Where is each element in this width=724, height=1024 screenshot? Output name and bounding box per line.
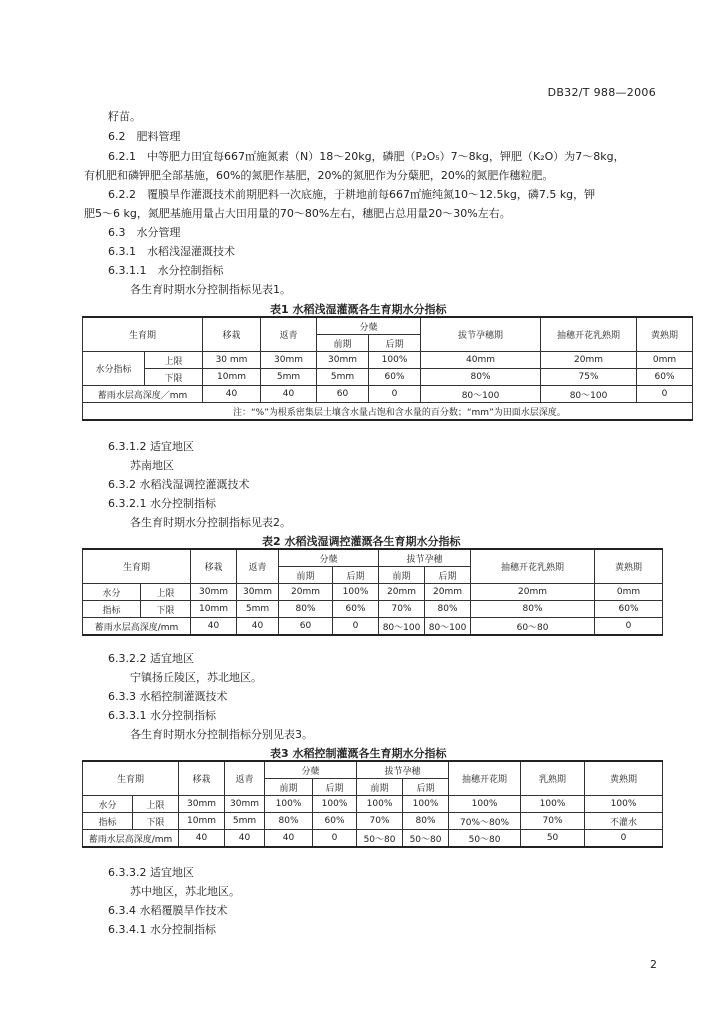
- table-cell: 80～100: [541, 386, 637, 403]
- table-cell: 100%: [333, 584, 379, 601]
- table-cell: 60～80: [471, 618, 595, 636]
- table-cell: 100%: [369, 352, 421, 369]
- table-cell: 80～100: [425, 618, 471, 636]
- table-cell: 40: [179, 830, 225, 848]
- table-cell: 60%: [333, 601, 379, 618]
- table-cell: 0: [637, 386, 693, 403]
- section-heading: 6.3.1.1 水分控制指标: [108, 264, 224, 277]
- table-cell: 0: [585, 830, 663, 848]
- table-cell: 30mm: [261, 352, 317, 369]
- table-cell: 80%: [421, 369, 541, 386]
- table-cell: 80%: [279, 601, 333, 618]
- table-cell: 60%: [313, 813, 357, 830]
- table-cell: 100%: [403, 796, 449, 813]
- table-cell: 50～80: [357, 830, 403, 848]
- table-cell: 60%: [369, 369, 421, 386]
- header-cell: 分蘖: [265, 761, 357, 779]
- row-label: 蓄雨水层高深度／mm: [83, 386, 203, 403]
- section-heading: 6.3.1 水稻浅湿灌溉技术: [108, 245, 235, 258]
- header-cell: 拔节孕穗: [357, 761, 449, 779]
- table-cell: 5mm: [317, 369, 369, 386]
- table3-caption: 表3 水稻控制灌溉各生育期水分指标: [270, 747, 447, 760]
- text-line: 各生育时期水分控制指标见表2。: [130, 516, 291, 529]
- table-cell: 0: [595, 618, 663, 636]
- header-cell: 黄熟期: [595, 549, 663, 584]
- table-cell: 40: [203, 386, 261, 403]
- table-cell: 5mm: [237, 601, 279, 618]
- text-line: 有机肥和磷钾肥全部基施，60%的氮肥作基肥，20%的氮肥作为分蘖肥，20%的氮肥作穗粒肥。: [84, 169, 554, 182]
- table-cell: 100%: [449, 796, 521, 813]
- table-cell: 100%: [265, 796, 313, 813]
- table-cell: 20mm: [425, 584, 471, 601]
- table-cell: 50～80: [449, 830, 521, 848]
- table-cell: 80%: [265, 813, 313, 830]
- table-cell: 70%～80%: [449, 813, 521, 830]
- section-heading: 6.3.4.1 水分控制指标: [108, 923, 216, 936]
- header-cell: 拔节孕穗: [379, 549, 471, 567]
- section-heading: 6.3 水分管理: [108, 226, 181, 239]
- table-cell: 50: [521, 830, 585, 848]
- table-cell: 20mm: [379, 584, 425, 601]
- table-cell: 40: [191, 618, 237, 636]
- table-cell: 20mm: [279, 584, 333, 601]
- header-cell: 后期: [425, 567, 471, 584]
- row-label: 水分: [83, 584, 141, 601]
- table-cell: 20mm: [471, 584, 595, 601]
- page-number: 2: [650, 958, 657, 971]
- header-cell: 前期: [379, 567, 425, 584]
- header-cell: 分蘖: [317, 317, 421, 335]
- table-cell: 0: [333, 618, 379, 636]
- standard-code: DB32/T 988—2006: [547, 86, 656, 99]
- table-cell: 30mm: [179, 796, 225, 813]
- text-line: 肥5～6 kg，氮肥基施用量占大田用量的70～80%左右，穗肥占总用量20～30%左右。: [84, 207, 511, 220]
- header-cell: 移栽: [203, 317, 261, 352]
- header-cell: 黄熟期: [585, 761, 663, 796]
- table-cell: 80%: [403, 813, 449, 830]
- table-cell: 75%: [541, 369, 637, 386]
- table-cell: 5mm: [225, 813, 265, 830]
- row-label: 下限: [133, 813, 179, 830]
- header-cell: 返青: [225, 761, 265, 796]
- text-line: 苏中地区，苏北地区。: [130, 885, 240, 898]
- table-cell: 30mm: [225, 796, 265, 813]
- table-cell: 60: [279, 618, 333, 636]
- text-line: 各生育时期水分控制指标分别见表3。: [130, 728, 313, 741]
- table-cell: 100%: [585, 796, 663, 813]
- table2: [82, 548, 663, 636]
- table-cell: 70%: [379, 601, 425, 618]
- header-cell: 前期: [279, 567, 333, 584]
- header-cell: 移栽: [191, 549, 237, 584]
- row-label: 水分指标: [83, 352, 145, 386]
- table-cell: 30mm: [317, 352, 369, 369]
- table-cell: 30mm: [191, 584, 237, 601]
- header-cell: 返青: [237, 549, 279, 584]
- text-line: 籽苗。: [108, 110, 141, 123]
- text-line: 6.2.2 覆膜旱作灌溉技术前期肥料一次底施，于耕地前每667㎡施纯氮10～12.5kg，磷7.5 kg，钾: [108, 188, 596, 201]
- row-label: 下限: [141, 601, 191, 618]
- header-cell: 生育期: [83, 761, 179, 796]
- header-cell: 分蘖: [279, 549, 379, 567]
- table-cell: 40: [261, 386, 317, 403]
- header-cell: 后期: [369, 335, 421, 352]
- table-cell: 70%: [521, 813, 585, 830]
- header-cell: 移栽: [179, 761, 225, 796]
- section-heading: 6.3.1.2 适宜地区: [108, 440, 194, 453]
- header-cell: 生育期: [83, 317, 203, 352]
- table-cell: 40: [265, 830, 313, 848]
- header-cell: 前期: [317, 335, 369, 352]
- text-line: 各生育时期水分控制指标见表1。: [130, 283, 291, 296]
- section-heading: 6.3.3 水稻控制灌溉技术: [108, 690, 228, 703]
- header-cell: 黄熟期: [637, 317, 693, 352]
- table-cell: 40mm: [421, 352, 541, 369]
- table-cell: 5mm: [261, 369, 317, 386]
- table-cell: 0: [313, 830, 357, 848]
- row-label: 蓄雨水层高深度/mm: [83, 618, 191, 636]
- table-cell: 100%: [313, 796, 357, 813]
- header-cell: 返青: [261, 317, 317, 352]
- header-cell: 后期: [333, 567, 379, 584]
- table-cell: 0: [369, 386, 421, 403]
- header-cell: 乳熟期: [521, 761, 585, 796]
- table1: [82, 316, 693, 421]
- section-heading: 6.3.2.2 适宜地区: [108, 652, 194, 665]
- header-cell: 前期: [357, 779, 403, 796]
- table-cell: 不灌水: [585, 813, 663, 830]
- header-cell: 后期: [403, 779, 449, 796]
- header-cell: 后期: [313, 779, 357, 796]
- row-label: 上限: [141, 584, 191, 601]
- section-heading: 6.3.4 水稻覆膜旱作技术: [108, 904, 228, 917]
- header-cell: 前期: [265, 779, 313, 796]
- section-heading: 6.3.3.2 适宜地区: [108, 866, 194, 879]
- row-label: 水分: [83, 796, 133, 813]
- table-cell: 60: [317, 386, 369, 403]
- table-cell: 30 mm: [203, 352, 261, 369]
- table-cell: 0mm: [595, 584, 663, 601]
- text-line: 6.2.1 中等肥力田宜每667㎡施氮素（N）18～20kg，磷肥（P₂O₅）7～8kg，钾肥（K₂O）为7～8kg，: [108, 150, 625, 163]
- table2-caption: 表2 水稻浅湿调控灌溉各生育期水分指标: [262, 535, 461, 548]
- section-heading: 6.3.3.1 水分控制指标: [108, 709, 216, 722]
- row-label: 蓄雨水层高深度/mm: [83, 830, 179, 848]
- text-line: 苏南地区: [130, 459, 174, 472]
- table-note: 注：“%”为根系密集层土壤含水量占饱和含水量的百分数；“mm”为田面水层深度。: [83, 403, 693, 421]
- table-cell: 70%: [357, 813, 403, 830]
- row-label: 下限: [145, 369, 203, 386]
- table-cell: 0mm: [637, 352, 693, 369]
- row-label: 上限: [145, 352, 203, 369]
- header-cell: 抽穗开花乳熟期: [471, 549, 595, 584]
- table-cell: 60%: [637, 369, 693, 386]
- section-heading: 6.3.2.1 水分控制指标: [108, 497, 216, 510]
- section-heading: 6.3.2 水稻浅湿调控灌溉技术: [108, 478, 250, 491]
- table-cell: 80%: [471, 601, 595, 618]
- header-cell: 拔节孕穗期: [421, 317, 541, 352]
- table-cell: 80～100: [379, 618, 425, 636]
- table-cell: 10mm: [179, 813, 225, 830]
- table-cell: 50～80: [403, 830, 449, 848]
- table-cell: 30mm: [237, 584, 279, 601]
- table1-caption: 表1 水稻浅湿灌溉各生育期水分指标: [270, 303, 447, 316]
- table-cell: 80～100: [421, 386, 541, 403]
- table-cell: 10mm: [191, 601, 237, 618]
- table-cell: 40: [225, 830, 265, 848]
- header-cell: 生育期: [83, 549, 191, 584]
- text-line: 宁镇扬丘陵区，苏北地区。: [130, 671, 262, 684]
- row-label: 上限: [133, 796, 179, 813]
- table-cell: 20mm: [541, 352, 637, 369]
- header-cell: 抽穗开花乳熟期: [541, 317, 637, 352]
- table-cell: 100%: [357, 796, 403, 813]
- table-cell: 40: [237, 618, 279, 636]
- section-heading: 6.2 肥料管理: [108, 130, 181, 143]
- table-cell: 100%: [521, 796, 585, 813]
- table-cell: 60%: [595, 601, 663, 618]
- table3: [82, 760, 663, 848]
- row-label: 指标: [83, 601, 141, 618]
- table-cell: 10mm: [203, 369, 261, 386]
- row-label: 指标: [83, 813, 133, 830]
- table-cell: 80%: [425, 601, 471, 618]
- header-cell: 抽穗开花期: [449, 761, 521, 796]
